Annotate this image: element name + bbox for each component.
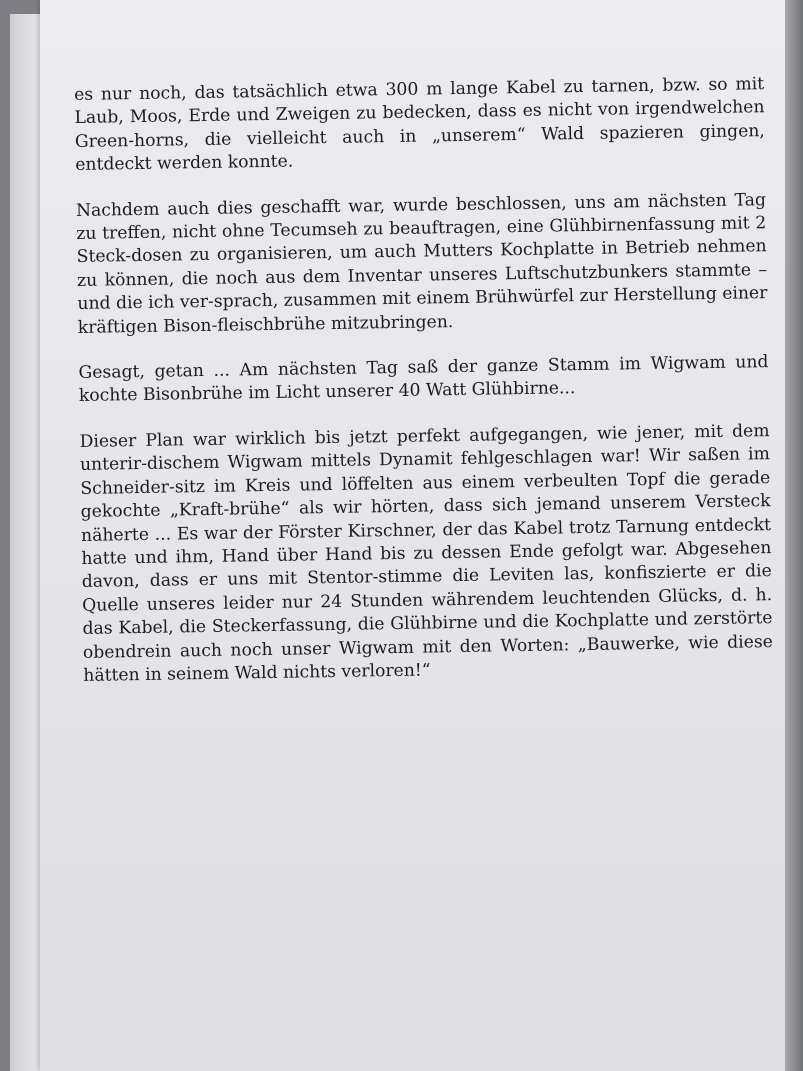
paragraph-4: Dieser Plan war wirklich bis jetzt perfekt aufgegangen, wie jener, mit dem unterir-dischem Wigwam mittels Dynamit fehlgeschlagen war! Wir saßen im Schneider-sitz im Kreis und löffelten aus einem verbeulten Topf die gerade gekochte „Kraft-brühe“ als wir hörten, dass sich jemand unserem Versteck näherte ... Es war der Förster Kirschner, der das Kabel trotz Tarnung entdeckt hatte und ihm, Hand über Hand bis zu dessen Ende gefolgt war. Abgesehen davon, dass er uns mit Stentor-stimme die Leviten las, konfiszierte er die Quelle unseres leider nur 24 Stunden währendem leuchtenden Glücks, d. h. das Kabel, die Steckerfassung, die Glühbirne und die Kochplatte und zerstörte obendrein auch noch unser Wigwam mit den Worten: „Bauwerke, wie diese hätten in seinem Wald nichts verloren!“ xyxy=(79,420,774,686)
paragraph-1: es nur noch, das tatsächlich etwa 300 m lange Kabel zu tarnen, bzw. so mit Laub, Moos, Erde und Zweigen zu bedecken, dass es nicht von irgendwelchen Green-horns, die vielleicht auch in „unserem“ Wald spazieren gingen, entdeckt werden konnte. xyxy=(74,74,765,176)
book-page xyxy=(40,0,785,1071)
paragraph-3: Gesagt, getan ... Am nächsten Tag saß der ganze Stamm im Wigwam und kochte Bisonbrühe im Licht unserer 40 Watt Glühbirne... xyxy=(78,352,769,407)
right-edge-shadow xyxy=(785,0,803,1071)
page-text xyxy=(74,73,774,710)
paragraph-2: Nachdem auch dies geschafft war, wurde beschlossen, uns am nächsten Tag zu treffen, nicht ohne Tecumseh zu beauftragen, eine Glühbirnenfassung mit 2 Steck-dosen zu organisieren, um auch Mutters Kochplatte in Betrieb nehmen zu können, die noch aus dem Inventar unseres Luftschutzbunkers stammte – und die ich ver-sprach, zusammen mit einem Brühwürfel zur Herstellung einer kräftigen Bison-fleischbrühe mitzubringen. xyxy=(75,189,768,338)
